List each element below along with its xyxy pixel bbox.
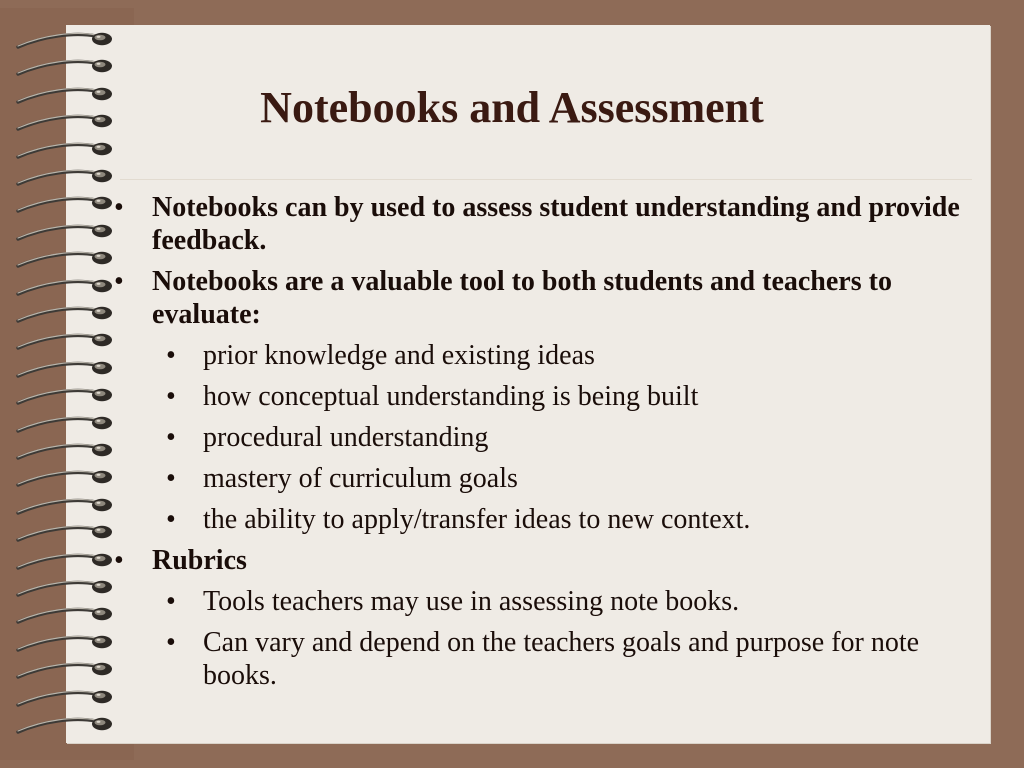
sub-bullet-item [110, 462, 980, 495]
spiral-ring-icon [14, 331, 114, 353]
spiral-ring-icon [14, 386, 114, 408]
sub-bullet-marker: • [166, 586, 176, 617]
sub-bullet-text: prior knowledge and existing ideas [203, 340, 595, 371]
sub-bullet-text: mastery of curriculum goals [203, 463, 518, 494]
bullet-marker: • [114, 266, 124, 297]
spiral-ring-icon [14, 660, 114, 682]
spiral-ring-icon [14, 249, 114, 271]
spiral-ring-icon [14, 715, 114, 737]
sub-bullet-item [110, 503, 980, 536]
sub-bullet-text: Tools teachers may use in assessing note books. [203, 586, 740, 617]
spiral-ring-icon [14, 688, 114, 710]
sub-bullet-marker: • [166, 463, 176, 494]
spiral-ring-icon [14, 222, 114, 244]
spiral-ring-icon [14, 194, 114, 216]
sub-bullet-text: how conceptual understanding is being built [203, 381, 699, 412]
sub-bullet-text: the ability to apply/transfer ideas to new context. [203, 504, 751, 535]
sub-bullet-marker: • [166, 504, 176, 535]
spiral-ring-icon [14, 551, 114, 573]
sub-bullet-item [110, 626, 980, 692]
spiral-ring-icon [14, 167, 114, 189]
spiral-ring-icon [14, 277, 114, 299]
slide-title: Notebooks and Assessment [260, 83, 764, 132]
sub-bullet-marker: • [166, 381, 176, 412]
bullet-marker: • [114, 192, 124, 223]
bullet-text: Notebooks are a valuable tool to both students and teachers to evaluate: [152, 266, 892, 330]
bullet-marker: • [114, 545, 124, 576]
spiral-ring-icon [14, 140, 114, 162]
spiral-ring-icon [14, 414, 114, 436]
bullet-text: Rubrics [152, 545, 247, 576]
sub-bullet-item [110, 380, 980, 413]
sub-bullet-item [110, 585, 980, 618]
title-divider [120, 179, 972, 180]
spiral-ring-icon [14, 605, 114, 627]
spiral-ring-icon [14, 578, 114, 600]
sub-bullet-item [110, 339, 980, 372]
sub-bullet-text: Can vary and depend on the teachers goals and purpose for note books. [203, 627, 920, 691]
spiral-ring-icon [14, 633, 114, 655]
spiral-ring-icon [14, 359, 114, 381]
sub-bullet-marker: • [166, 627, 176, 658]
sub-bullet-item [110, 421, 980, 454]
bullet-item-3 [110, 544, 980, 577]
sub-bullet-text: procedural understanding [203, 422, 489, 453]
sub-bullet-marker: • [166, 340, 176, 371]
spiral-ring-icon [14, 304, 114, 326]
spiral-ring-icon [14, 496, 114, 518]
bullet-item-2 [110, 265, 980, 331]
spiral-ring-icon [14, 468, 114, 490]
bullet-text: Notebooks can by used to assess student understanding and provide feedback. [152, 192, 960, 256]
spiral-ring-icon [14, 30, 114, 52]
bullet-item-1 [110, 191, 980, 257]
spiral-ring-icon [14, 57, 114, 79]
sub-bullet-marker: • [166, 422, 176, 453]
slide-content [110, 191, 980, 700]
spiral-ring-icon [14, 441, 114, 463]
spiral-ring-icon [14, 523, 114, 545]
